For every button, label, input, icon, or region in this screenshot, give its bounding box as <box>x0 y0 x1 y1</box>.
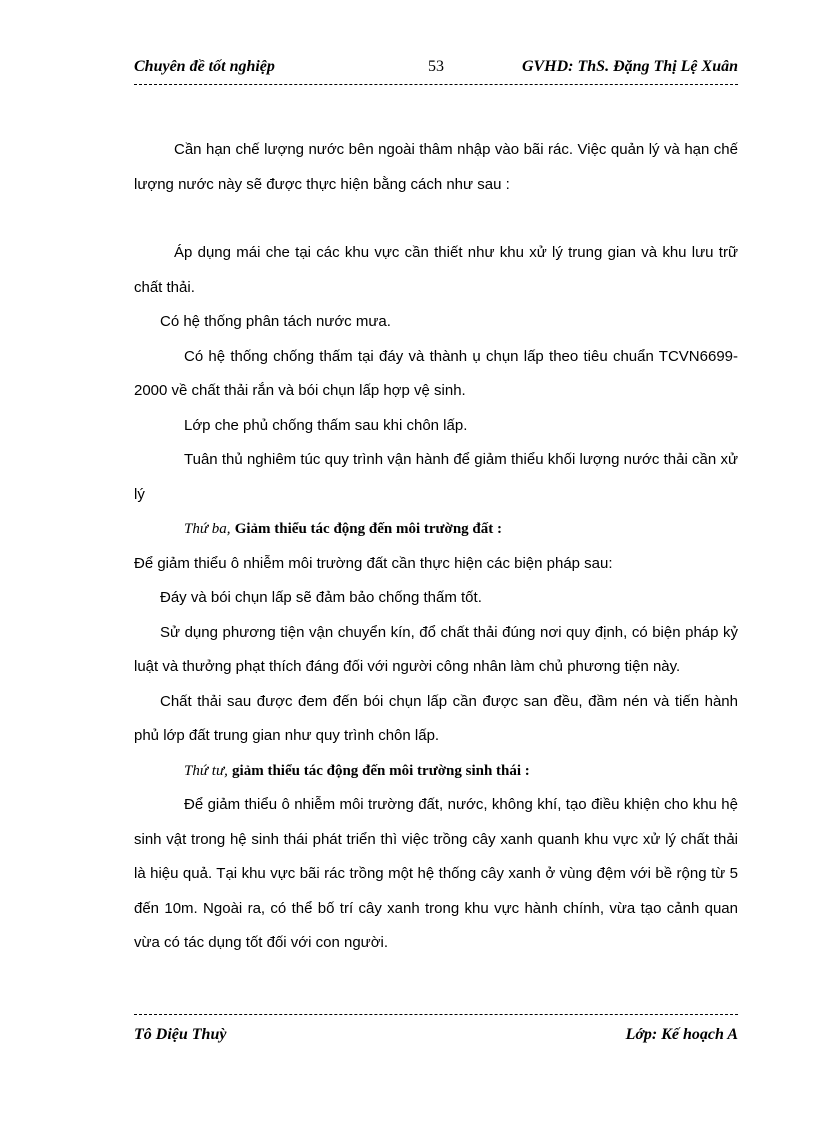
header-supervisor: GVHD: ThS. Đặng Thị Lệ Xuân <box>521 58 738 75</box>
paragraph-waterproofing: Có hệ thống chống thấm tại đáy và thành ụ chụn lấp theo tiêu chuẩn TCVN6699-2000 về chất thải rắn và bói chụn lấp hợp vệ sinh. <box>134 347 738 399</box>
section-heading-title: giảm thiểu tác động đến môi trường sinh thái : <box>232 762 530 779</box>
header-divider <box>134 84 738 85</box>
page-footer <box>134 1026 738 1048</box>
section-heading-soil <box>134 512 738 547</box>
paragraph-leveling: Chất thải sau được đem đến bói chụn lấp cần được san đều, đầm nén và tiến hành phủ lớp đất trung gian như quy trình chôn lấp. <box>134 692 738 744</box>
section-heading-title: Giảm thiểu tác động đến môi trường đất : <box>234 521 503 537</box>
paragraph-bottom-proofing: Đáy và bói chụn lấp sẽ đảm bảo chống thấm tốt. <box>160 589 482 606</box>
section-heading-prefix: Thứ tư, <box>184 762 228 779</box>
footer-divider <box>134 1014 738 1015</box>
paragraph-transport: Sử dụng phương tiện vận chuyển kín, đổ chất thải đúng nơi quy định, có biện pháp kỷ luật và thưởng phạt thích đáng đối với người công nhân làm chủ phương tiện này. <box>134 623 738 675</box>
footer-author: Tô Diệu Thuỳ <box>134 1026 227 1043</box>
paragraph-soil-measures: Để giảm thiểu ô nhiễm môi trường đất cần thực hiện các biện pháp sau: <box>134 554 613 572</box>
section-heading-prefix: Thứ ba, <box>184 521 231 537</box>
paragraph-intro: Cần hạn chế lượng nước bên ngoài thâm nhập vào bãi rác. Việc quản lý và hạn chế lượng nước này sẽ được thực hiện bằng cách như sau : <box>134 141 738 193</box>
paragraph-rain-separation: Có hệ thống phân tách nước mưa. <box>160 313 391 330</box>
page-number: 53 <box>428 58 444 75</box>
paragraph-roof-cover: Áp dụng mái che tại các khu vực cần thiết như khu xử lý trung gian và khu lưu trữ chất thải. <box>134 244 738 296</box>
page-header <box>134 58 738 82</box>
spacer <box>134 202 738 236</box>
paragraph-operation: Tuân thủ nghiêm túc quy trình vận hành để giảm thiểu khối lượng nước thải cần xử lý <box>134 451 738 503</box>
paragraph-green-trees: Để giảm thiểu ô nhiễm môi trường đất, nước, không khí, tạo điều khiện cho khu hệ sinh vật trong hệ sinh thái phát triển thì việc trồng cây xanh quanh khu vực xử lý chất thải là hiệu quả. Tại khu vực bãi rác trồng một hệ thống cây xanh ở vùng đệm với bề rộng từ 5 đến 10m. Ngoài ra, có thể bố trí cây xanh trong khu vực hành chính, vừa tạo cảnh quan vừa có tác dụng tốt đối với con người. <box>134 796 738 951</box>
page-body <box>134 133 738 961</box>
paragraph-cover-layer: Lớp che phủ chống thấm sau khi chôn lấp. <box>184 416 468 434</box>
footer-class: Lớp: Kế hoạch A <box>625 1026 738 1043</box>
section-heading-ecology <box>134 754 738 789</box>
header-report-title: Chuyên đề tốt nghiệp <box>134 58 275 75</box>
